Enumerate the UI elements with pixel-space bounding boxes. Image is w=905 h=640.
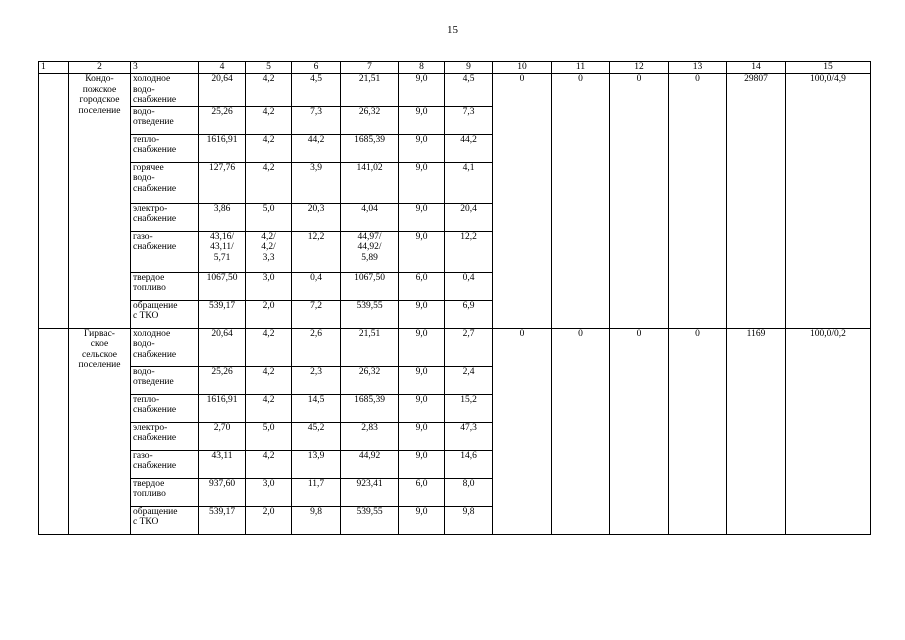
summary-cell-col10: 0 — [493, 74, 552, 329]
value-cell-c7: 21,51 — [341, 74, 399, 107]
value-cell-c4: 539,17 — [199, 506, 246, 534]
value-cell-c9: 20,4 — [445, 203, 493, 231]
value-cell-c9: 8,0 — [445, 478, 493, 506]
service-name: электро- снабжение — [131, 203, 199, 231]
service-name: холодное водо- снабжение — [131, 74, 199, 107]
settlement-name: Кондо- пожское городское поселение — [69, 74, 131, 329]
value-cell-c6: 7,3 — [292, 106, 341, 134]
service-name: водо- отведение — [131, 106, 199, 134]
value-cell-c8: 9,0 — [399, 162, 445, 203]
value-cell-c9: 12,2 — [445, 231, 493, 272]
value-cell-c7: 2,83 — [341, 422, 399, 450]
value-cell-c8: 9,0 — [399, 134, 445, 162]
header-cell: 2 — [69, 62, 131, 74]
value-cell-c7: 1685,39 — [341, 134, 399, 162]
value-cell-c6: 3,9 — [292, 162, 341, 203]
value-cell-c4: 20,64 — [199, 74, 246, 107]
value-cell-c9: 14,6 — [445, 450, 493, 478]
service-name: обращение с ТКО — [131, 506, 199, 534]
value-cell-c4: 25,26 — [199, 106, 246, 134]
service-name: тепло- снабжение — [131, 394, 199, 422]
value-cell-c9: 9,8 — [445, 506, 493, 534]
value-cell-c4: 43,16/ 43,11/ 5,71 — [199, 231, 246, 272]
service-name: горячее водо- снабжение — [131, 162, 199, 203]
header-cell: 13 — [669, 62, 727, 74]
value-cell-c6: 9,8 — [292, 506, 341, 534]
value-cell-c8: 9,0 — [399, 203, 445, 231]
table-row — [39, 74, 871, 107]
value-cell-c7: 26,32 — [341, 106, 399, 134]
value-cell-c5: 4,2 — [246, 328, 292, 366]
value-cell-c6: 11,7 — [292, 478, 341, 506]
service-name: газо- снабжение — [131, 231, 199, 272]
header-cell: 12 — [610, 62, 669, 74]
header-cell: 15 — [786, 62, 871, 74]
value-cell-c5: 3,0 — [246, 478, 292, 506]
service-name: тепло- снабжение — [131, 134, 199, 162]
value-cell-c4: 1616,91 — [199, 134, 246, 162]
value-cell-c9: 4,5 — [445, 74, 493, 107]
summary-cell-col14: 1169 — [727, 328, 786, 534]
service-name: твердое топливо — [131, 478, 199, 506]
value-cell-c4: 3,86 — [199, 203, 246, 231]
summary-cell-col15: 100,0/4,9 — [786, 74, 871, 329]
value-cell-c7: 21,51 — [341, 328, 399, 366]
value-cell-c8: 9,0 — [399, 300, 445, 328]
value-cell-c9: 44,2 — [445, 134, 493, 162]
value-cell-c9: 6,9 — [445, 300, 493, 328]
summary-cell-col11: 0 — [552, 74, 610, 329]
value-cell-c4: 937,60 — [199, 478, 246, 506]
value-cell-c8: 9,0 — [399, 506, 445, 534]
value-cell-c6: 13,9 — [292, 450, 341, 478]
value-cell-c7: 44,97/ 44,92/ 5,89 — [341, 231, 399, 272]
header-cell: 5 — [246, 62, 292, 74]
value-cell-c6: 4,5 — [292, 74, 341, 107]
value-cell-c9: 0,4 — [445, 272, 493, 300]
header-cell: 14 — [727, 62, 786, 74]
value-cell-c6: 12,2 — [292, 231, 341, 272]
service-name: водо- отведение — [131, 366, 199, 394]
value-cell-c9: 2,4 — [445, 366, 493, 394]
summary-cell-col10: 0 — [493, 328, 552, 534]
value-cell-c5: 5,0 — [246, 203, 292, 231]
service-name: холодное водо- снабжение — [131, 328, 199, 366]
value-cell-c7: 539,55 — [341, 506, 399, 534]
value-cell-c5: 4,2 — [246, 394, 292, 422]
header-cell: 3 — [131, 62, 199, 74]
header-cell: 11 — [552, 62, 610, 74]
value-cell-c5: 2,0 — [246, 506, 292, 534]
value-cell-c8: 6,0 — [399, 272, 445, 300]
value-cell-c5: 4,2 — [246, 106, 292, 134]
value-cell-c7: 26,32 — [341, 366, 399, 394]
value-cell-c4: 539,17 — [199, 300, 246, 328]
value-cell-c5: 4,2/ 4,2/ 3,3 — [246, 231, 292, 272]
summary-cell-col13: 0 — [669, 328, 727, 534]
value-cell-c7: 539,55 — [341, 300, 399, 328]
col1-cell — [39, 328, 69, 534]
value-cell-c8: 9,0 — [399, 394, 445, 422]
value-cell-c6: 14,5 — [292, 394, 341, 422]
value-cell-c4: 20,64 — [199, 328, 246, 366]
value-cell-c8: 9,0 — [399, 74, 445, 107]
summary-cell-col15: 100,0/0,2 — [786, 328, 871, 534]
summary-cell-col12: 0 — [610, 74, 669, 329]
summary-cell-col13: 0 — [669, 74, 727, 329]
value-cell-c7: 141,02 — [341, 162, 399, 203]
header-cell: 7 — [341, 62, 399, 74]
value-cell-c9: 2,7 — [445, 328, 493, 366]
header-cell: 9 — [445, 62, 493, 74]
value-cell-c5: 4,2 — [246, 134, 292, 162]
tariff-table — [38, 61, 871, 535]
service-name: обращение с ТКО — [131, 300, 199, 328]
value-cell-c7: 1067,50 — [341, 272, 399, 300]
value-cell-c5: 2,0 — [246, 300, 292, 328]
value-cell-c8: 9,0 — [399, 366, 445, 394]
value-cell-c7: 4,04 — [341, 203, 399, 231]
value-cell-c7: 1685,39 — [341, 394, 399, 422]
summary-cell-col11: 0 — [552, 328, 610, 534]
value-cell-c6: 0,4 — [292, 272, 341, 300]
value-cell-c5: 5,0 — [246, 422, 292, 450]
value-cell-c9: 47,3 — [445, 422, 493, 450]
value-cell-c9: 15,2 — [445, 394, 493, 422]
value-cell-c6: 2,6 — [292, 328, 341, 366]
settlement-name: Гирвас- ское сельское поселение — [69, 328, 131, 534]
value-cell-c4: 25,26 — [199, 366, 246, 394]
value-cell-c6: 7,2 — [292, 300, 341, 328]
header-cell: 10 — [493, 62, 552, 74]
value-cell-c6: 2,3 — [292, 366, 341, 394]
value-cell-c8: 9,0 — [399, 106, 445, 134]
value-cell-c6: 20,3 — [292, 203, 341, 231]
value-cell-c4: 1067,50 — [199, 272, 246, 300]
value-cell-c7: 44,92 — [341, 450, 399, 478]
header-cell: 1 — [39, 62, 69, 74]
header-cell: 6 — [292, 62, 341, 74]
value-cell-c9: 7,3 — [445, 106, 493, 134]
service-name: твердое топливо — [131, 272, 199, 300]
page-number: 15 — [447, 24, 458, 36]
value-cell-c5: 4,2 — [246, 450, 292, 478]
value-cell-c7: 923,41 — [341, 478, 399, 506]
value-cell-c8: 9,0 — [399, 450, 445, 478]
summary-cell-col14: 29807 — [727, 74, 786, 329]
value-cell-c4: 1616,91 — [199, 394, 246, 422]
value-cell-c5: 3,0 — [246, 272, 292, 300]
header-cell: 8 — [399, 62, 445, 74]
value-cell-c8: 6,0 — [399, 478, 445, 506]
table-body — [39, 62, 871, 535]
header-row — [39, 62, 871, 74]
value-cell-c4: 127,76 — [199, 162, 246, 203]
value-cell-c9: 4,1 — [445, 162, 493, 203]
value-cell-c5: 4,2 — [246, 366, 292, 394]
value-cell-c8: 9,0 — [399, 328, 445, 366]
service-name: газо- снабжение — [131, 450, 199, 478]
service-name: электро- снабжение — [131, 422, 199, 450]
value-cell-c6: 45,2 — [292, 422, 341, 450]
value-cell-c5: 4,2 — [246, 162, 292, 203]
value-cell-c6: 44,2 — [292, 134, 341, 162]
value-cell-c8: 9,0 — [399, 231, 445, 272]
header-cell: 4 — [199, 62, 246, 74]
summary-cell-col12: 0 — [610, 328, 669, 534]
value-cell-c5: 4,2 — [246, 74, 292, 107]
col1-cell — [39, 74, 69, 329]
value-cell-c8: 9,0 — [399, 422, 445, 450]
value-cell-c4: 43,11 — [199, 450, 246, 478]
table-row — [39, 328, 871, 366]
value-cell-c4: 2,70 — [199, 422, 246, 450]
